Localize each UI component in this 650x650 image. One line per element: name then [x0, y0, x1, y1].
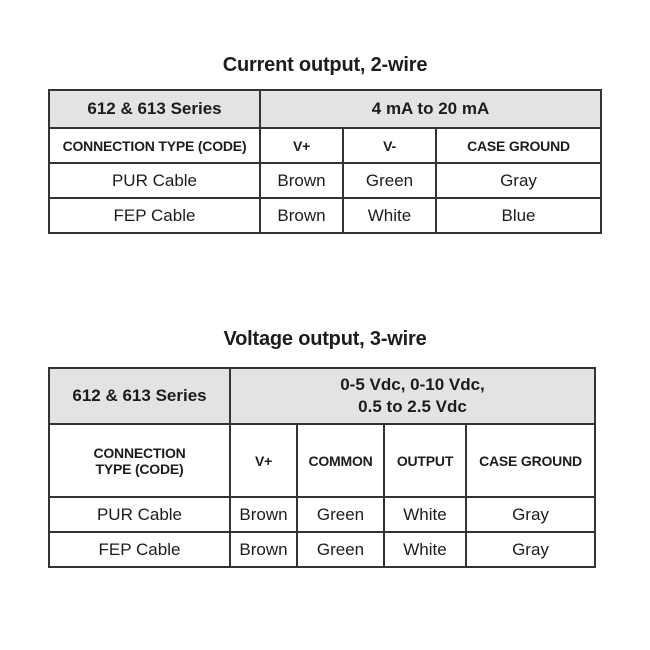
table-row: [49, 90, 601, 128]
wire-color-cell: Gray: [436, 163, 601, 198]
current-output-title: Current output, 2-wire: [222, 54, 428, 76]
table-row: [49, 532, 595, 567]
range-header-cell: 4 mA to 20 mA: [260, 90, 601, 128]
column-header-output: OUTPUT: [384, 424, 466, 497]
range-header-line1: 0-5 Vdc, 0-10 Vdc,: [340, 374, 485, 394]
wire-color-cell: White: [384, 497, 466, 532]
wire-color-cell: Green: [297, 532, 384, 567]
cable-type-cell: FEP Cable: [49, 198, 260, 233]
wire-color-cell: Gray: [466, 532, 595, 567]
wire-color-cell: Blue: [436, 198, 601, 233]
wire-color-cell: Green: [297, 497, 384, 532]
table-row: [49, 368, 595, 424]
wire-color-cell: Brown: [230, 532, 297, 567]
table-row: [49, 198, 601, 233]
range-header-line2: 0.5 to 2.5 Vdc: [358, 397, 467, 416]
table-row: [49, 424, 595, 497]
cable-type-cell: PUR Cable: [49, 163, 260, 198]
cable-type-cell: FEP Cable: [49, 532, 230, 567]
wire-color-cell: Brown: [260, 163, 343, 198]
series-header-cell: 612 & 613 Series: [49, 368, 230, 424]
wire-color-cell: White: [343, 198, 436, 233]
voltage-output-title: Voltage output, 3-wire: [223, 328, 427, 350]
wire-color-cell: Brown: [260, 198, 343, 233]
table-row: [49, 128, 601, 163]
column-header-connection-type: CONNECTION TYPE (CODE): [49, 424, 230, 497]
current-output-table: [48, 89, 602, 234]
wire-color-cell: White: [384, 532, 466, 567]
column-header-vminus: V-: [343, 128, 436, 163]
wire-color-cell: Gray: [466, 497, 595, 532]
column-header-connection-type: CONNECTION TYPE (CODE): [49, 128, 260, 163]
range-header-cell: [230, 368, 595, 424]
column-header-vplus: V+: [230, 424, 297, 497]
series-header-cell: 612 & 613 Series: [49, 90, 260, 128]
voltage-output-table: [48, 367, 596, 568]
wire-color-cell: Green: [343, 163, 436, 198]
column-header-case-ground: CASE GROUND: [436, 128, 601, 163]
cable-type-cell: PUR Cable: [49, 497, 230, 532]
column-header-case-ground: CASE GROUND: [466, 424, 595, 497]
wire-color-cell: Brown: [230, 497, 297, 532]
column-header-vplus: V+: [260, 128, 343, 163]
column-header-common: COMMON: [297, 424, 384, 497]
table-row: [49, 497, 595, 532]
table-row: [49, 163, 601, 198]
